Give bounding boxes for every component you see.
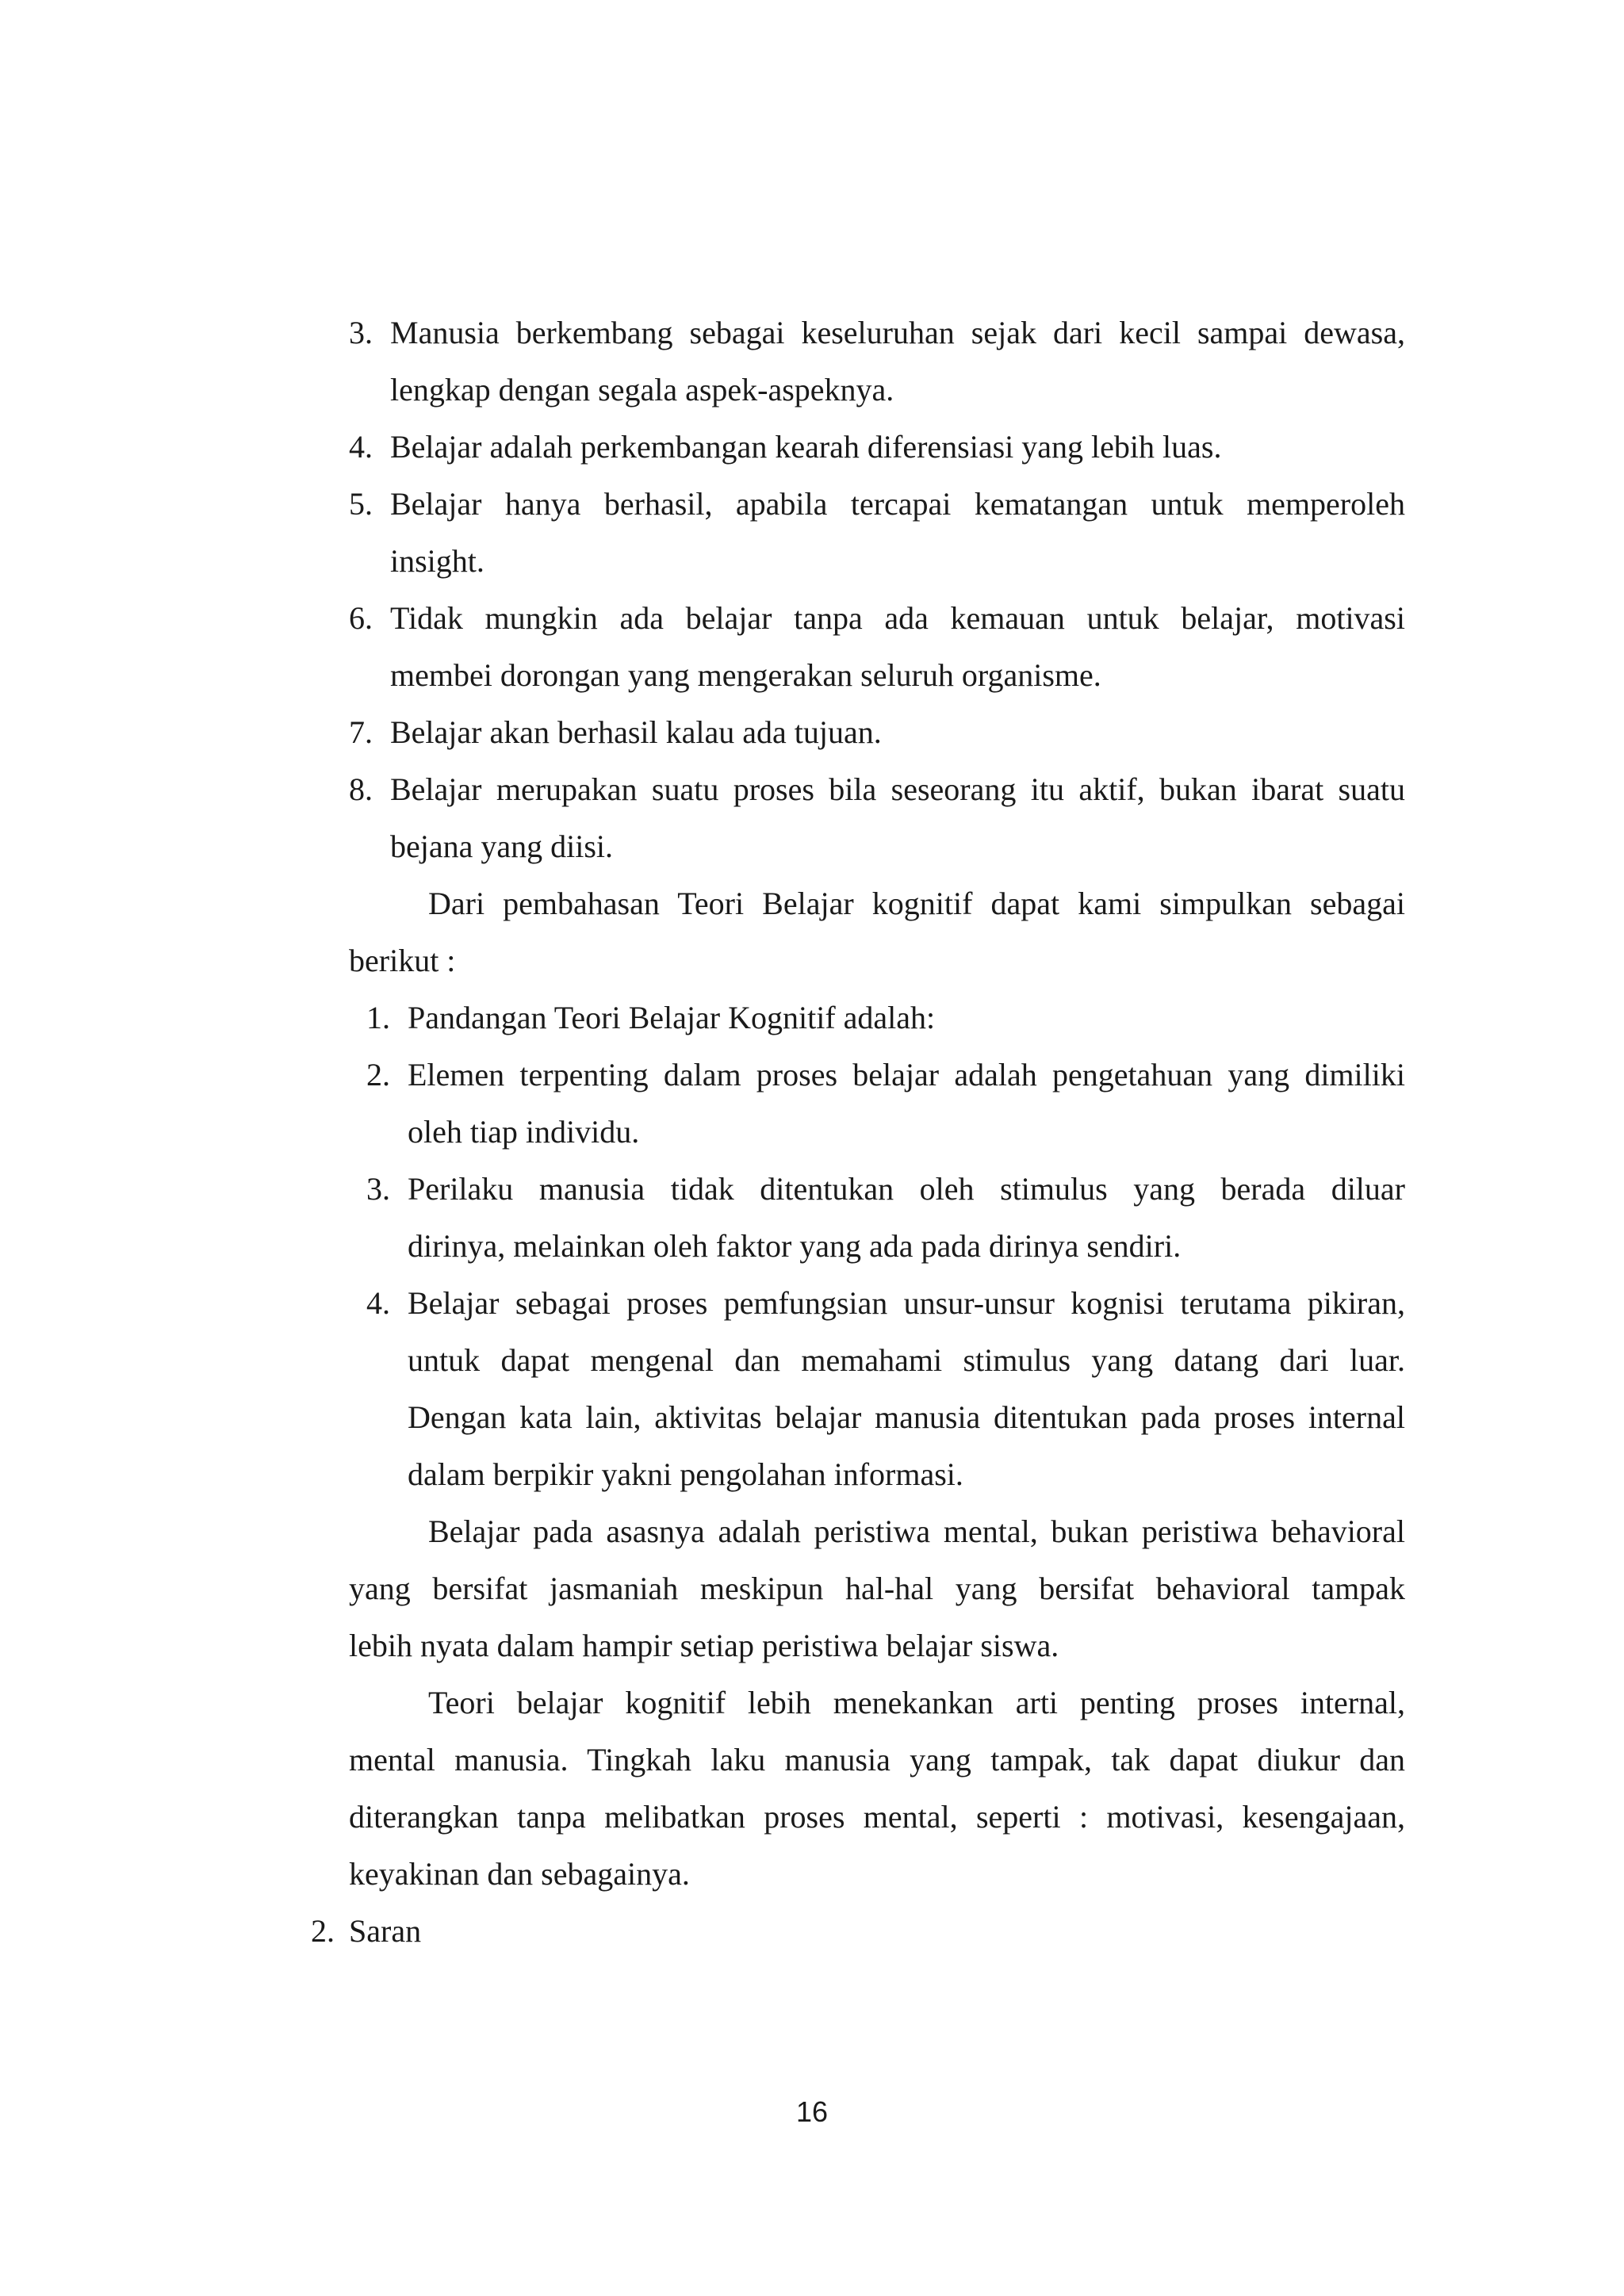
paragraph-line: Dari pembahasan Teori Belajar kognitif dapat kami simpulkan sebagai [428,886,1405,921]
list-item-line: Elemen terpenting dalam proses belajar adalah pengetahuan yang dimiliki [408,1057,1405,1093]
list-number: 4. [366,1285,390,1321]
list-item-line: dalam berpikir yakni pengolahan informasi. [408,1456,963,1492]
list-number: 6. [349,600,373,636]
list-number: 2. [366,1057,390,1093]
list-item-line: untuk dapat mengenal dan memahami stimulus yang datang dari luar. [408,1342,1405,1378]
list-item-line: Belajar akan berhasil kalau ada tujuan. [390,714,882,750]
page-number: 16 [795,2095,829,2128]
list-item-line: Pandangan Teori Belajar Kognitif adalah: [408,1000,936,1035]
list-number: 8. [349,771,373,807]
paragraph-line: diterangkan tanpa melibatkan proses mental, seperti : motivasi, kesengajaan, [349,1799,1405,1835]
list-item-line: insight. [390,543,485,579]
list-item-line: lengkap dengan segala aspek-aspeknya. [390,372,894,408]
section-title: Saran [349,1913,422,1949]
paragraph-line: Teori belajar kognitif lebih menekankan arti penting proses internal, [428,1685,1405,1720]
list-number: 3. [366,1171,390,1207]
list-item-line: Belajar adalah perkembangan kearah diferensiasi yang lebih luas. [390,429,1222,465]
list-item-line: Perilaku manusia tidak ditentukan oleh stimulus yang berada diluar [408,1171,1405,1207]
list-item-line: dirinya, melainkan oleh faktor yang ada pada dirinya sendiri. [408,1228,1182,1264]
list-number: 3. [349,315,373,350]
list-item-line: Dengan kata lain, aktivitas belajar manusia ditentukan pada proses internal [408,1399,1405,1435]
paragraph-line: Belajar pada asasnya adalah peristiwa mental, bukan peristiwa behavioral [428,1513,1405,1549]
paragraph-line: lebih nyata dalam hampir setiap peristiwa belajar siswa. [349,1628,1059,1663]
paragraph-line: berikut : [349,943,456,978]
paragraph-line: mental manusia. Tingkah laku manusia yang tampak, tak dapat diukur dan [349,1742,1405,1777]
paragraph-line: keyakinan dan sebagainya. [349,1856,690,1892]
list-item-line: membei dorongan yang mengerakan seluruh organisme. [390,657,1101,693]
paragraph-line: yang bersifat jasmaniah meskipun hal-hal yang bersifat behavioral tampak [349,1571,1405,1606]
list-item-line: Manusia berkembang sebagai keseluruhan sejak dari kecil sampai dewasa, [390,315,1405,350]
section-number: 2. [311,1913,335,1949]
list-item-line: Tidak mungkin ada belajar tanpa ada kemauan untuk belajar, motivasi [390,600,1405,636]
list-item-line: bejana yang diisi. [390,828,614,864]
list-item-line: Belajar merupakan suatu proses bila seseorang itu aktif, bukan ibarat suatu [390,771,1405,807]
list-number: 1. [366,1000,390,1035]
list-number: 4. [349,429,373,465]
list-number: 7. [349,714,373,750]
list-item-line: Belajar sebagai proses pemfungsian unsur-unsur kognisi terutama pikiran, [408,1285,1405,1321]
list-item-line: Belajar hanya berhasil, apabila tercapai kematangan untuk memperoleh [390,486,1405,522]
list-item-line: oleh tiap individu. [408,1114,640,1150]
list-number: 5. [349,486,373,522]
